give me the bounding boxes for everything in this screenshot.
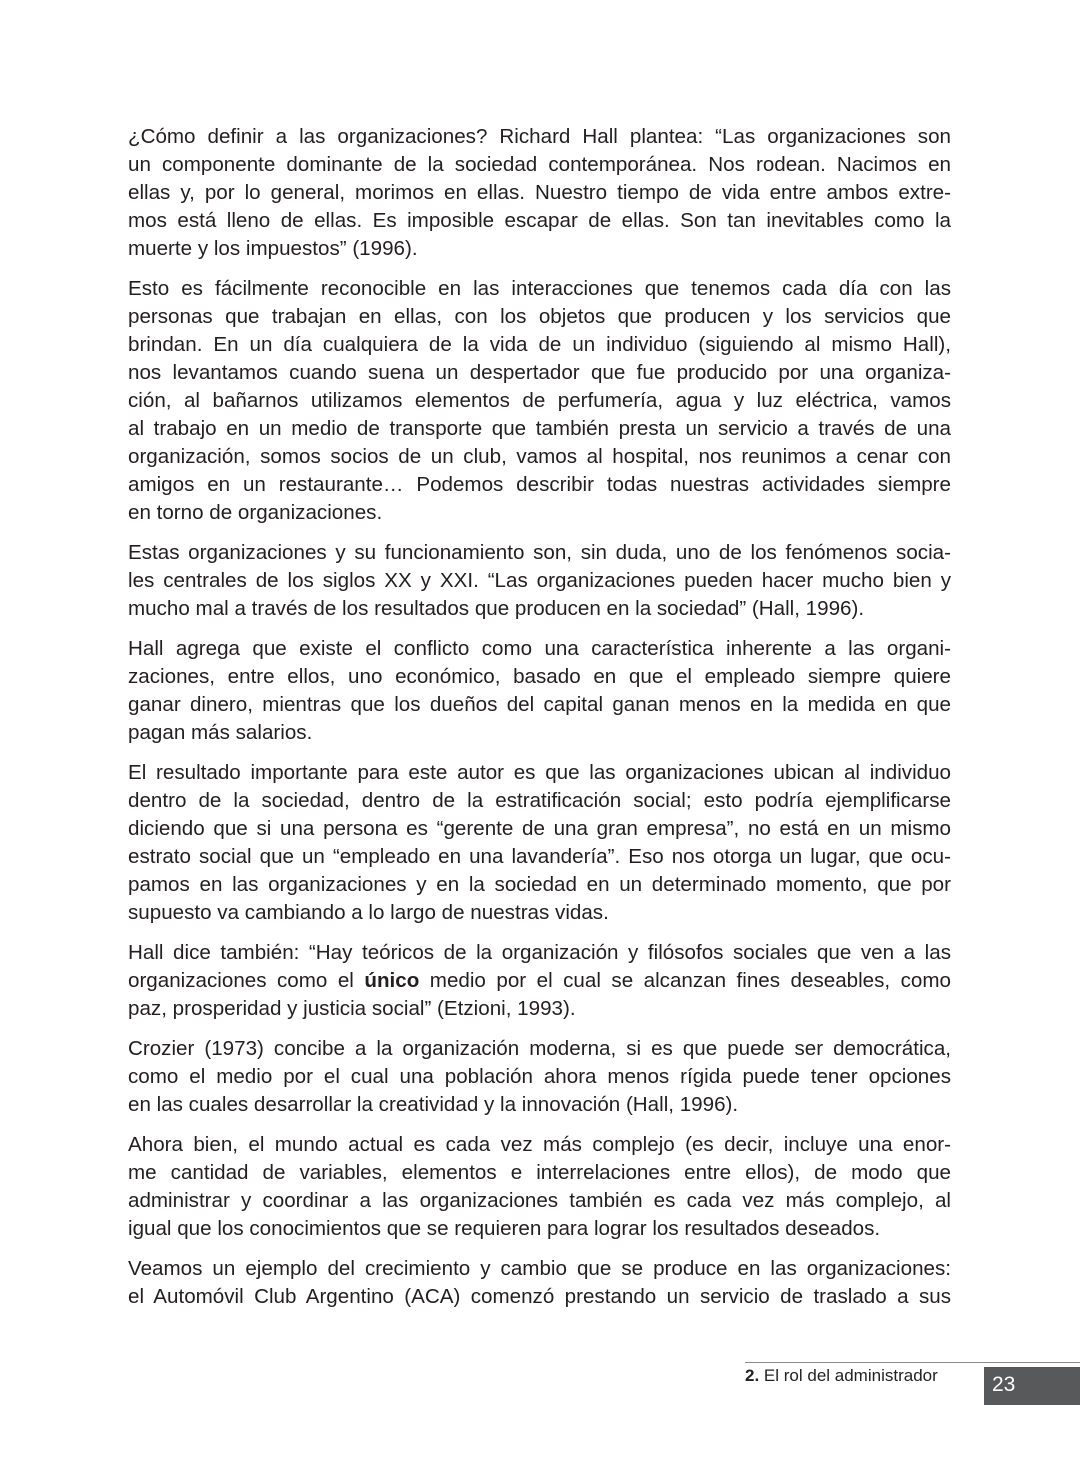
text-line: El resultado importante para este autor es que las organizaciones ubican al individuo	[128, 761, 951, 784]
text-line: muerte y los impuestos” (1996).	[128, 237, 418, 260]
page-number-box	[984, 1367, 1080, 1405]
chapter-label	[745, 1366, 938, 1386]
text-line: nos levantamos cuando suena un despertador que fue producido por una organiza-	[128, 361, 951, 384]
text-line: estrato social que un “empleado en una lavandería”. Eso nos otorga un lugar, que ocu-	[128, 845, 951, 868]
text-line: como el medio por el cual una población ahora menos rígida puede tener opciones	[128, 1065, 951, 1088]
text-line: amigos en un restaurante… Podemos describir todas nuestras actividades siempre	[128, 473, 951, 496]
text-line: Ahora bien, el mundo actual es cada vez más complejo (es decir, incluye una enor-	[128, 1133, 951, 1156]
text-line	[128, 967, 951, 995]
text-line: administrar y coordinar a las organizaciones también es cada vez más complejo, al	[128, 1189, 951, 1212]
text-line: Hall agrega que existe el conflicto como una característica inherente a las organi-	[128, 637, 951, 660]
text-line: al trabajo en un medio de transporte que también presta un servicio a través de una	[128, 417, 951, 440]
text-line: mucho mal a través de los resultados que producen en la sociedad” (Hall, 1996).	[128, 597, 865, 620]
chapter-number: 2.	[745, 1366, 760, 1385]
text-segment: organizaciones como el	[128, 969, 365, 992]
chapter-title: El rol del administrador	[759, 1366, 938, 1385]
text-line: supuesto va cambiando a lo largo de nuestras vidas.	[128, 901, 609, 924]
text-line: en las cuales desarrollar la creatividad y la innovación (Hall, 1996).	[128, 1093, 739, 1116]
text-segment: medio por el cual se alcanzan fines deseables, como	[419, 969, 951, 992]
text-line: el Automóvil Club Argentino (ACA) comenzó prestando un servicio de traslado a sus	[128, 1285, 951, 1308]
text-line: pagan más salarios.	[128, 721, 313, 744]
paragraph	[128, 1131, 951, 1243]
text-line: pamos en las organizaciones y en la sociedad en un determinado momento, que por	[128, 873, 951, 896]
text-line: igual que los conocimientos que se requieren para lograr los resultados deseados.	[128, 1217, 881, 1240]
emphasis-text: único	[364, 969, 420, 992]
body-text	[128, 123, 951, 1323]
text-line: les centrales de los siglos XX y XXI. “Las organizaciones pueden hacer mucho bien y	[128, 569, 951, 592]
text-line: me cantidad de variables, elementos e interrelaciones entre ellos), de modo que	[128, 1161, 951, 1184]
footer-divider	[745, 1362, 1080, 1363]
text-line: organización, somos socios de un club, vamos al hospital, nos reunimos a cenar con	[128, 445, 951, 468]
paragraph	[128, 759, 951, 927]
paragraph	[128, 1255, 951, 1311]
text-line: un componente dominante de la sociedad contemporánea. Nos rodean. Nacimos en	[128, 153, 951, 176]
text-line: Hall dice también: “Hay teóricos de la organización y filósofos sociales que ven a las	[128, 941, 951, 964]
text-line: dentro de la sociedad, dentro de la estratificación social; esto podría ejemplificarse	[128, 789, 951, 812]
paragraph	[128, 635, 951, 747]
paragraph	[128, 275, 951, 527]
paragraph	[128, 539, 951, 623]
text-line: paz, prosperidad y justicia social” (Etzioni, 1993).	[128, 997, 576, 1020]
text-line: Crozier (1973) concibe a la organización moderna, si es que puede ser democrática,	[128, 1037, 951, 1060]
text-line: Estas organizaciones y su funcionamiento son, sin duda, uno de los fenómenos socia-	[128, 541, 951, 564]
text-line: en torno de organizaciones.	[128, 501, 383, 524]
paragraph	[128, 123, 951, 263]
paragraph	[128, 1035, 951, 1119]
text-line: diciendo que si una persona es “gerente de una gran empresa”, no está en un mismo	[128, 817, 951, 840]
text-line: mos está lleno de ellas. Es imposible escapar de ellas. Son tan inevitables como la	[128, 209, 951, 232]
text-line: ción, al bañarnos utilizamos elementos de perfumería, agua y luz eléctrica, vamos	[128, 389, 951, 412]
text-line: ellas y, por lo general, morimos en ellas. Nuestro tiempo de vida entre ambos extre-	[128, 181, 951, 204]
text-line: Veamos un ejemplo del crecimiento y cambio que se produce en las organizaciones:	[128, 1257, 951, 1280]
page-number: 23	[992, 1373, 1016, 1396]
text-line: brindan. En un día cualquiera de la vida de un individuo (siguiendo al mismo Hall),	[128, 333, 951, 356]
text-line: Esto es fácilmente reconocible en las interacciones que tenemos cada día con las	[128, 277, 951, 300]
text-line: personas que trabajan en ellas, con los objetos que producen y los servicios que	[128, 305, 951, 328]
text-line: ganar dinero, mientras que los dueños del capital ganan menos en la medida en que	[128, 693, 951, 716]
text-line: ¿Cómo definir a las organizaciones? Richard Hall plantea: “Las organizaciones son	[128, 125, 951, 148]
text-line: zaciones, entre ellos, uno económico, basado en que el empleado siempre quiere	[128, 665, 951, 688]
paragraph	[128, 939, 951, 1023]
